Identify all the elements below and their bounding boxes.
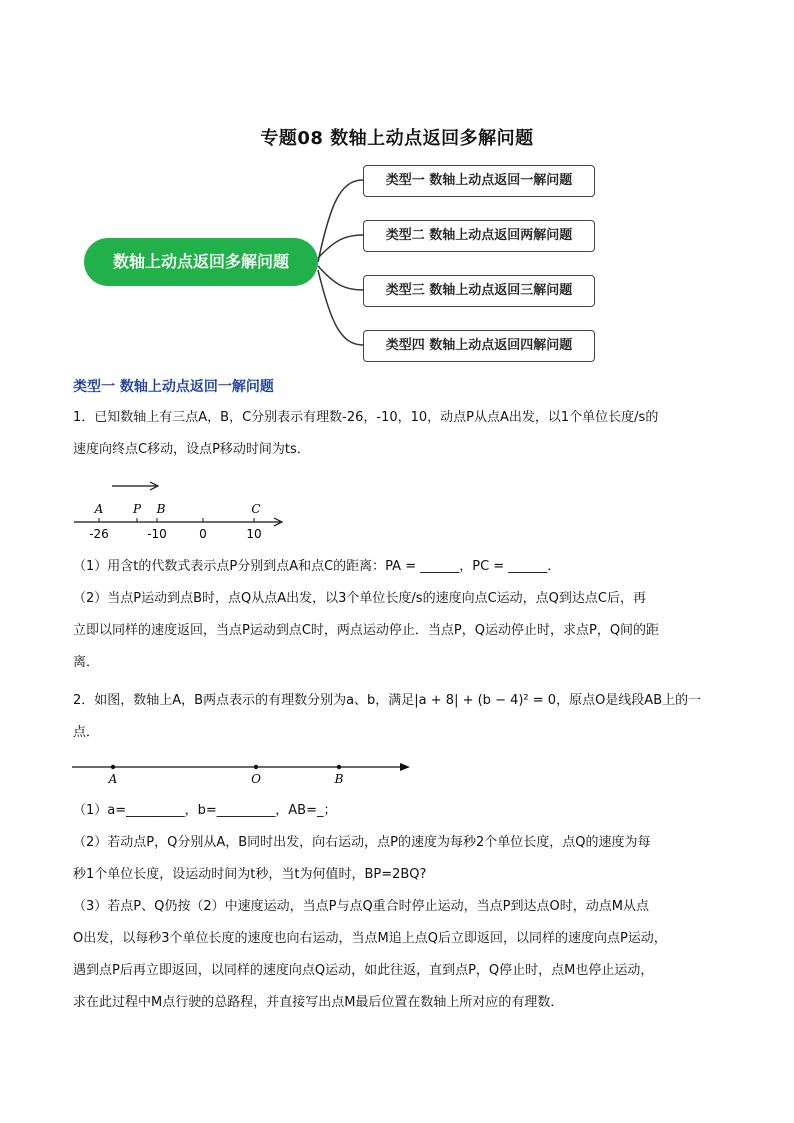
mindmap-center-node: 数轴上动点返回多解问题	[84, 238, 318, 286]
mindmap-branch-type4: 类型四 数轴上动点返回四解问题	[363, 330, 595, 362]
q1-tick-0: 0	[199, 527, 207, 541]
q2-label-a: A	[108, 772, 118, 786]
q1-tick-neg10: -10	[147, 527, 167, 541]
mindmap-branch-type1: 类型一 数轴上动点返回一解问题	[363, 165, 595, 197]
q2-part2-line2: 秒1个单位长度，设运动时间为t秒，当t为何值时，BP=2BQ?	[73, 867, 427, 882]
q1-label-a: A	[94, 502, 104, 516]
mindmap-branch-type2: 类型二 数轴上动点返回两解问题	[363, 220, 595, 252]
q1-tick-10: 10	[246, 527, 262, 541]
q1-tick-neg26: -26	[89, 527, 109, 541]
q2-part3-line2: O出发，以每秒3个单位长度的速度也向右运动，当点M追上点Q后立即返回，以同样的速度向点P运动，	[73, 931, 667, 946]
q2-point-b	[337, 765, 341, 769]
q2-number-line	[70, 755, 415, 787]
q2-label-o: O	[251, 772, 261, 786]
section-heading: 类型一 数轴上动点返回一解问题	[73, 379, 274, 395]
q2-point-a	[111, 765, 115, 769]
q1-number-line	[70, 474, 300, 544]
q2-part2-line1: （2）若动点P，Q分别从A，B同时出发，向右运动，点P的速度为每秒2个单位长度，点Q的速度为每	[73, 835, 651, 850]
q2-part3-line3: 遇到点P后再立即返回，以同样的速度向点Q运动，如此往返，直到点P，Q停止时，点M也停止运动，	[73, 963, 654, 978]
q2-intro-line1: 2．如图，数轴上A，B两点表示的有理数分别为a、b，满足|a + 8| + (b − 4)² = 0，原点O是线段AB上的一	[73, 693, 702, 708]
q1-part2-line1: （2）当点P运动到点B时，点Q从点A出发，以3个单位长度/s的速度向点C运动，点Q到达点C后，再	[73, 591, 646, 606]
q1-part2-line2: 立即以同样的速度返回，当点P运动到点C时，两点运动停止．当点P，Q运动停止时，求点P，Q间的距	[73, 623, 660, 638]
q1-label-p: P	[132, 502, 142, 516]
q1-label-c: C	[251, 502, 261, 516]
page-title: 专题08 数轴上动点返回多解问题	[260, 128, 534, 149]
mindmap-branch-type3: 类型三 数轴上动点返回三解问题	[363, 275, 595, 307]
q2-label-b: B	[334, 772, 344, 786]
q1-label-b: B	[156, 502, 166, 516]
q1-intro-line1: 1．已知数轴上有三点A，B，C分别表示有理数-26，-10，10，动点P从点A出发，以1个单位长度/s的	[73, 410, 659, 425]
q1-intro-line2: 速度向终点C移动，设点P移动时间为ts．	[73, 442, 310, 457]
q1-part1: （1）用含t的代数式表示点P分别到点A和点C的距离：PA = ______，PC = ______．	[73, 559, 561, 574]
q2-part1: （1）a=_________，b=_________，AB=_；	[73, 803, 337, 818]
q2-intro-line2: 点．	[73, 725, 100, 740]
q2-part3-line1: （3）若点P、Q仍按（2）中速度运动，当点P与点Q重合时停止运动，当点P到达点O时，动点M从点	[73, 899, 649, 914]
q1-part2-line3: 离．	[73, 655, 100, 670]
q2-part3-line4: 求在此过程中M点行驶的总路程，并直接写出点M最后位置在数轴上所对应的有理数．	[73, 995, 564, 1010]
mindmap	[0, 0, 794, 370]
q2-point-o	[254, 765, 258, 769]
